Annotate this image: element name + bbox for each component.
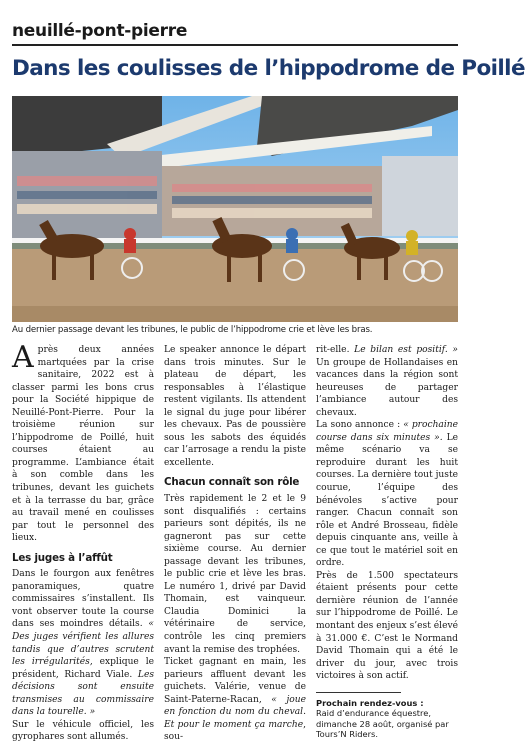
next-event-box: Prochain rendez-vous : Raid d’endurance équestre, dimanche 28 août, organisé par Tours’N Riders. (316, 697, 449, 740)
paragraph: Très rapidement le 2 et le 9 sont disqualifiés : certains parieurs sont dépités, ils ne gagneront pas sur cette sixième course. Au dernier passage devant les tribunes, le public crie et lève les bras. Le numéro 1, drivé par David Thomain, est vainqueur. Claudia Dominici la vétérinaire de service, contrôle les cinq premiers avant la remise des trophées. (164, 494, 306, 655)
paragraph: Dans le fourgon aux fenêtres panoramiques, quatre commissaires s’installent. Ils vont observer toute la course dans ses moindres détails. « Des juges vérifient les allures tandis que d’autres scrutent les irrégularités, explique le président, Richard Viale. Les décisions sont ensuite transmises au commissaire dans la tourelle. » (12, 569, 154, 718)
paragraph: rit-elle. Le bilan est positif. » Un groupe de Hollandaises en vacances dans la région sont heureuses de partager l’ambiance autour des chevaux. (316, 345, 458, 418)
photo-caption: Au dernier passage devant les tribunes, le public de l’hippodrome crie et lève les bras. (12, 325, 373, 335)
paragraph: Sur le véhicule officiel, les gyrophares sont allumés. (12, 719, 154, 743)
subheading-role: Chacun connaît son rôle (164, 476, 300, 489)
intro-paragraph: Après deux années martquées par la crise sanitaire, 2022 est à classer parmi les bons crus pour la Société hippique de Neuillé-Pont-Pierre. Pour la troisième réunion sur l’hippodrome de Poillé, huit courses étaient au programme. L’ambiance était à son comble dans les tribunes, devant les guichets et à la terrasse du bar, grâce au travail mené en coulisses par tout le personnel des lieux. (12, 340, 154, 544)
paragraph: Près de 1.500 spectateurs étaient présents pour cette dernière réunion de l’année sur l’hippodrome de Poillé. Le montant des enjeux s’est élevé à 31.000 €. C’est le Normand David Thomain qui a été le driver du jour, avec trois victoires à son actif. (316, 570, 458, 682)
section-header (12, 20, 458, 46)
racecourse-photo (12, 96, 458, 322)
paragraph: Ticket gagnant en main, les parieurs affluent devant les guichets. Valérie, venue de Saint-Paterne-Racan, « joue en fonction du nom du cheval. Et pour le moment ça marche, sou- (164, 657, 306, 743)
article-column-1 (12, 340, 154, 744)
article-column-2 (164, 344, 306, 744)
section-name: neuillé-pont-pierre (12, 21, 188, 41)
article-photo (12, 96, 458, 322)
article-headline: Dans les coulisses de l’hippodrome de Poillé (12, 56, 525, 81)
paragraph: La sono annonce : « prochaine course dans six minutes ». Le même scénario va se reproduire durant les huit courses. La dernière tout juste courue, l’équipe des bénévoles s’active pour ranger. Chacun connaît son rôle et André Brosseau, fidèle depuis cinquante ans, veille à ce que tout le matériel soit en ordre. (316, 420, 458, 569)
subheading-juges: Les juges à l’affût (12, 551, 113, 564)
article-column-3 (316, 344, 458, 740)
drop-cap: A (12, 340, 34, 375)
divider (316, 692, 401, 693)
paragraph: Le speaker annonce le départ dans trois minutes. Sur le plateau de départ, les responsables à l’élastique restent vigilants. Ils attendent le signal du juge pour libérer les chevaux. Pas de poussière sous les sabots des équidés car l’arrosage a rendu la piste excellente. (164, 345, 306, 468)
